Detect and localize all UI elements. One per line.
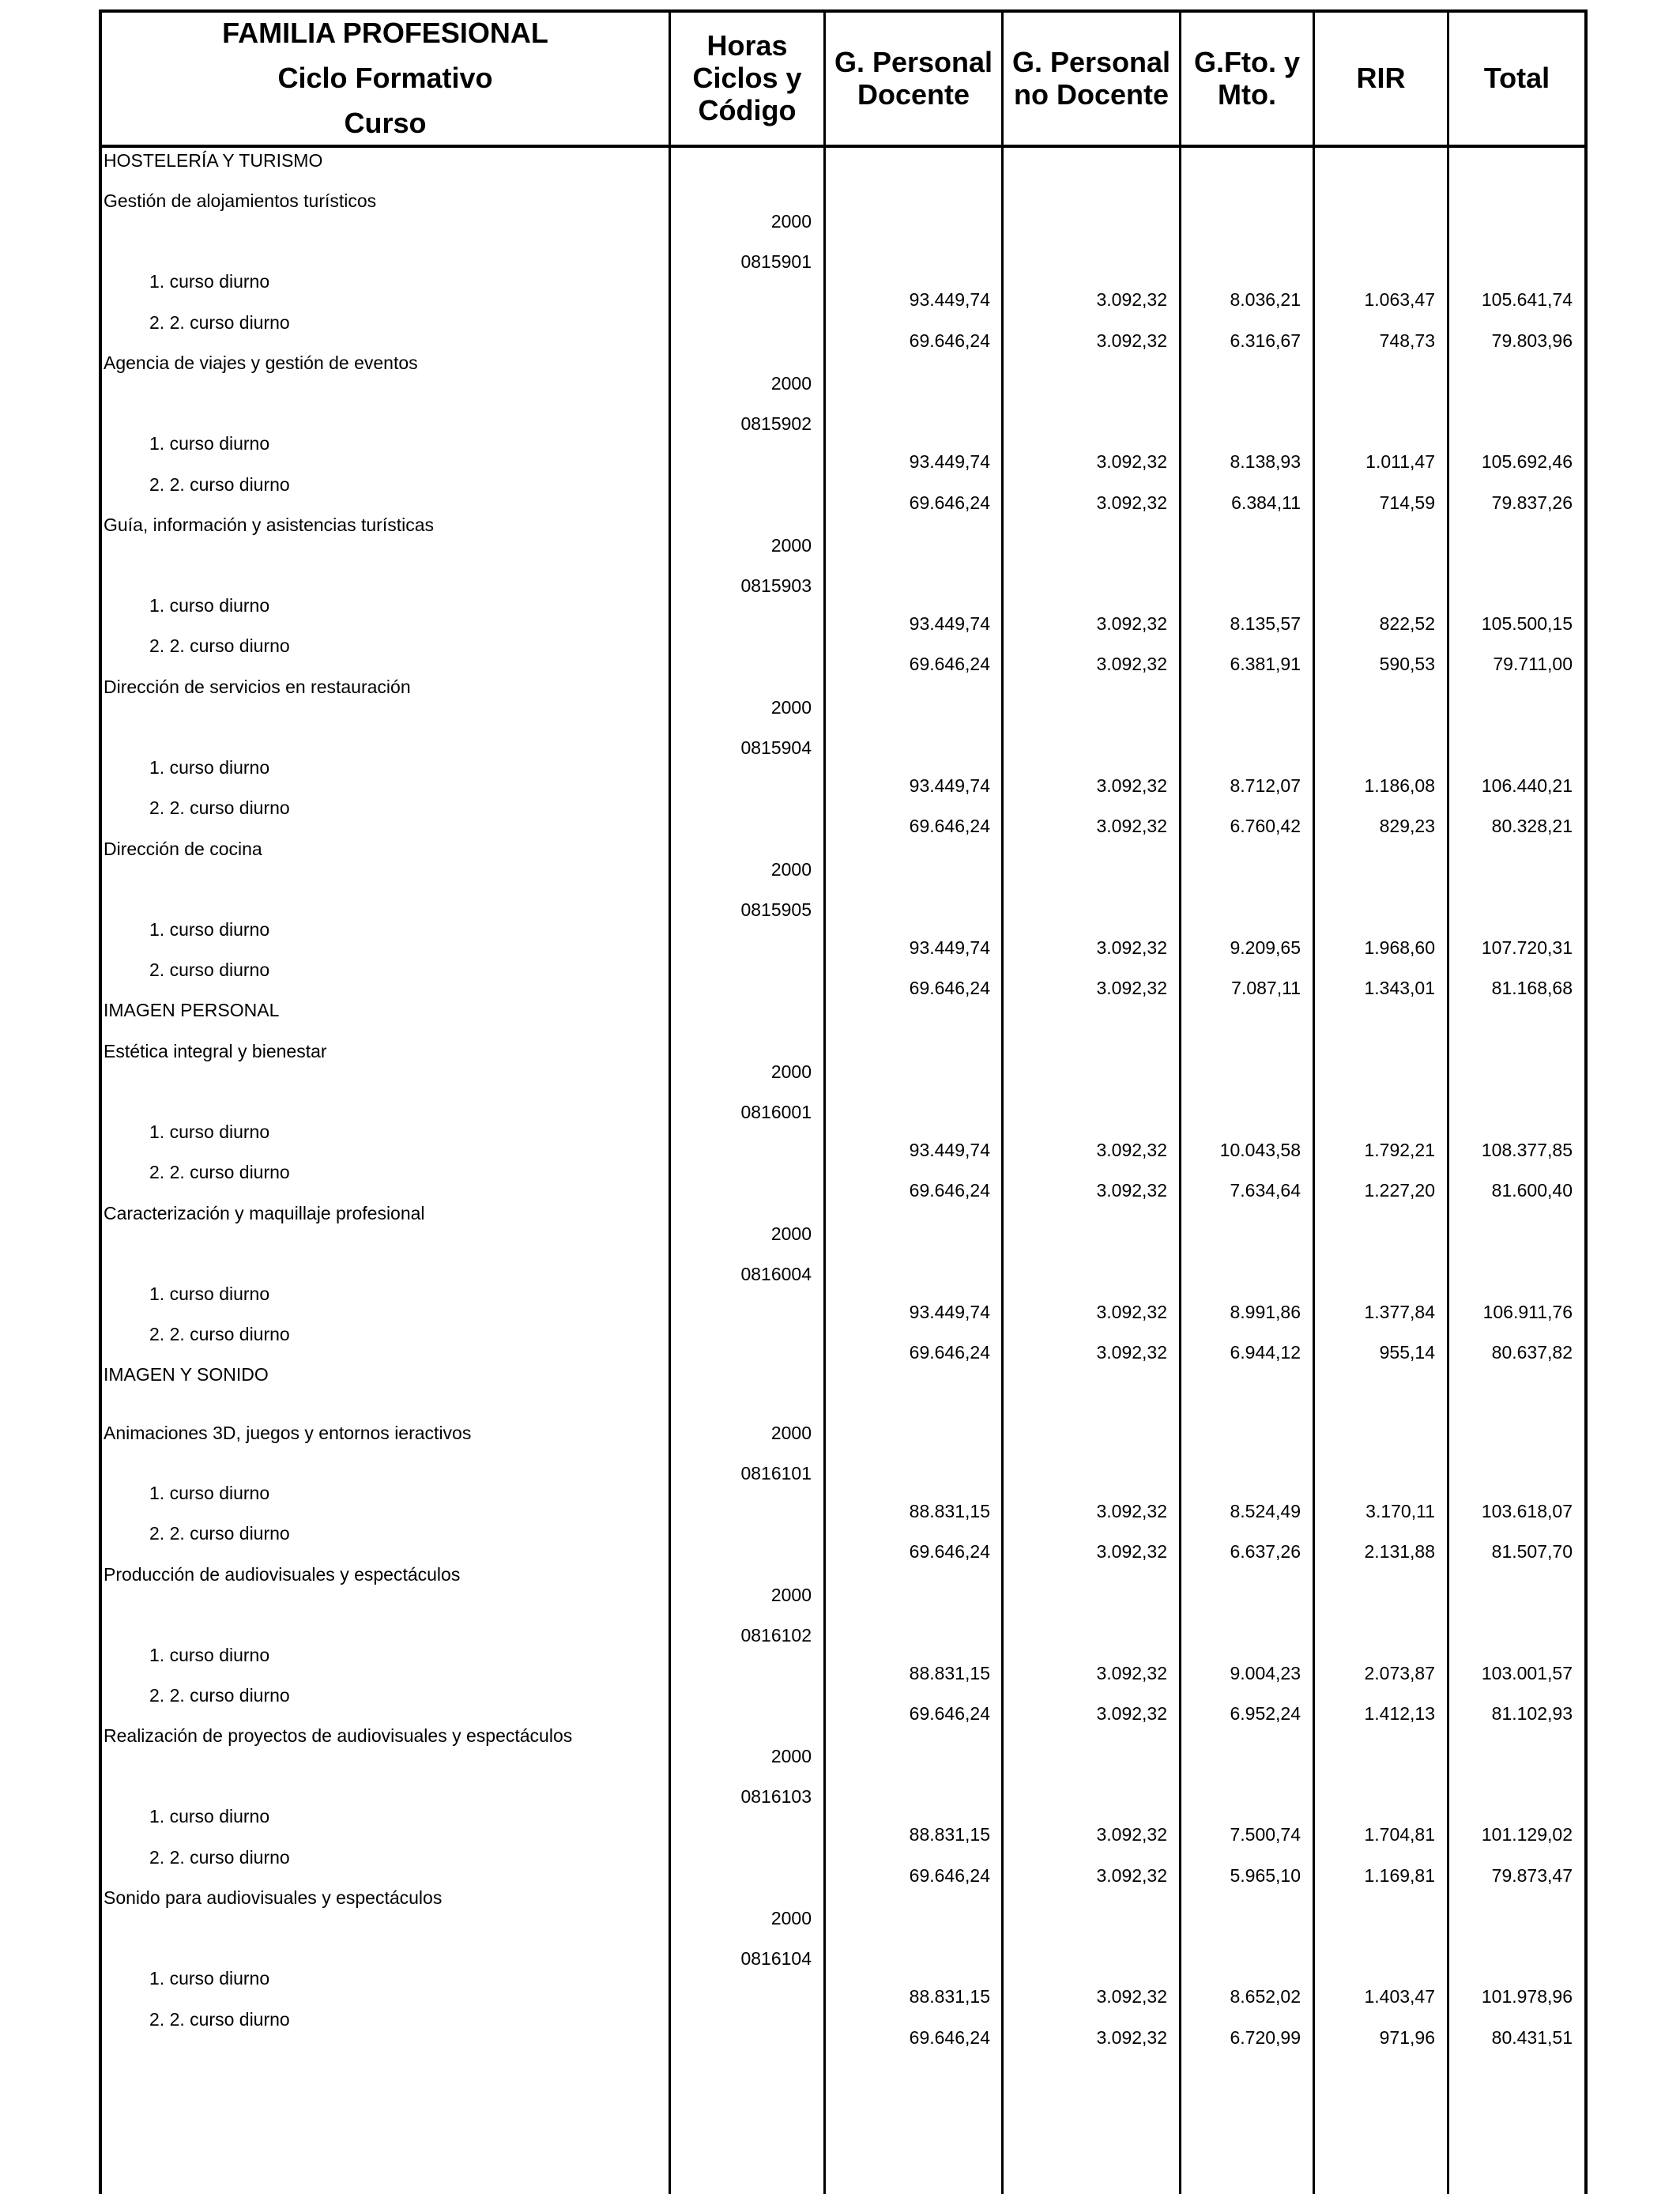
amount-rir: 1.968,60 <box>1364 937 1435 958</box>
amount-docente: 69.646,24 <box>909 330 990 351</box>
course-label: 2. 2. curso diurno <box>149 1324 290 1344</box>
amount-no-docente: 3.092,32 <box>1096 1541 1167 1563</box>
amount-docente: 88.831,15 <box>909 1986 990 2007</box>
amount-gfto: 8.524,49 <box>1230 1500 1301 1521</box>
amount-rir: 971,96 <box>1379 2026 1435 2048</box>
cycle-name: Agencia de viajes y gestión de eventos <box>104 352 418 374</box>
amount-gfto: 9.004,23 <box>1230 1662 1301 1683</box>
amount-gfto: 6.384,11 <box>1231 492 1301 513</box>
course-label: 1. curso diurno <box>149 1968 270 1989</box>
header-gfto-line: Mto. <box>1218 77 1276 111</box>
amount-gfto: 10.043,58 <box>1219 1139 1301 1160</box>
cycle-name: Dirección de servicios en restauración <box>104 676 411 697</box>
header-docente-line: G. Personal <box>834 45 993 78</box>
amount-no-docente: 3.092,32 <box>1096 1301 1167 1322</box>
cycle-hours: 2000 <box>770 1746 812 1767</box>
amount-rir: 1.343,01 <box>1364 978 1435 998</box>
amount-no-docente: 3.092,32 <box>1096 1986 1167 2007</box>
amount-no-docente: 3.092,32 <box>1096 1824 1167 1845</box>
cycle-code: 0816001 <box>740 1101 812 1122</box>
amount-gfto: 8.036,21 <box>1230 289 1301 311</box>
column-divider <box>1001 9 1004 2194</box>
amount-total: 79.803,96 <box>1491 330 1573 351</box>
amount-rir: 1.227,20 <box>1364 1180 1435 1201</box>
header-family-profesional <box>102 13 669 143</box>
amount-no-docente: 3.092,32 <box>1096 937 1167 958</box>
amount-no-docente: 3.092,32 <box>1096 1662 1167 1683</box>
cycle-code: 0815901 <box>740 251 812 273</box>
cycle-hours: 2000 <box>770 1061 812 1082</box>
amount-no-docente: 3.092,32 <box>1096 1139 1167 1160</box>
amount-docente: 69.646,24 <box>909 1180 990 1201</box>
amount-total: 101.129,02 <box>1481 1824 1573 1845</box>
cycle-code: 0815902 <box>740 413 812 435</box>
amount-rir: 1.186,08 <box>1364 775 1435 796</box>
amount-no-docente: 3.092,32 <box>1096 775 1167 796</box>
cycle-hours: 2000 <box>770 1908 812 1929</box>
amount-rir: 1.169,81 <box>1364 1864 1435 1886</box>
amount-no-docente: 3.092,32 <box>1096 451 1167 473</box>
amount-docente: 69.646,24 <box>909 654 990 675</box>
cycle-name: Gestión de alojamientos turísticos <box>104 190 377 212</box>
course-label: 1. curso diurno <box>149 1644 270 1665</box>
amount-gfto: 6.720,99 <box>1230 2026 1301 2048</box>
course-label: 1. curso diurno <box>149 918 270 940</box>
amount-docente: 93.449,74 <box>909 289 990 311</box>
amount-rir: 1.377,84 <box>1364 1301 1435 1322</box>
cycle-name: Producción de audiovisuales y espectáculos <box>104 1563 461 1585</box>
amount-docente: 69.646,24 <box>909 492 990 513</box>
header-horas-line: Ciclos y <box>692 62 802 94</box>
cycle-code: 0816101 <box>740 1462 812 1483</box>
amount-gfto: 8.138,93 <box>1230 451 1301 473</box>
cycle-name: Animaciones 3D, juegos y entornos ieractivos <box>104 1422 472 1443</box>
amount-gfto: 6.381,91 <box>1230 654 1301 675</box>
header-gfto-mto <box>1181 13 1313 143</box>
amount-gfto: 8.991,86 <box>1230 1301 1301 1322</box>
amount-total: 101.978,96 <box>1481 1986 1573 2007</box>
cycle-name: Estética integral y bienestar <box>104 1040 327 1061</box>
family-name: IMAGEN Y SONIDO <box>104 1364 269 1385</box>
cycle-hours: 2000 <box>770 1422 812 1443</box>
header-gfto-line: G.Fto. y <box>1194 45 1300 78</box>
cycle-name: Dirección de cocina <box>104 838 262 859</box>
header-rir <box>1315 13 1447 143</box>
course-label: 2. 2. curso diurno <box>149 1523 290 1544</box>
amount-rir: 3.170,11 <box>1365 1500 1435 1521</box>
amount-rir: 829,23 <box>1379 816 1435 837</box>
amount-no-docente: 3.092,32 <box>1096 816 1167 837</box>
cycle-hours: 2000 <box>770 373 812 394</box>
amount-docente: 88.831,15 <box>909 1662 990 1683</box>
amount-total: 80.328,21 <box>1491 816 1573 837</box>
amount-docente: 93.449,74 <box>909 613 990 634</box>
amount-no-docente: 3.092,32 <box>1096 978 1167 998</box>
course-label: 2. 2. curso diurno <box>149 1162 290 1183</box>
amount-rir: 2.073,87 <box>1364 1662 1435 1683</box>
amount-total: 105.692,46 <box>1481 451 1573 473</box>
cycle-name: Realización de proyectos de audiovisuales y espectáculos <box>104 1725 573 1747</box>
cycle-hours: 2000 <box>770 211 812 232</box>
amount-docente: 69.646,24 <box>909 1342 990 1363</box>
cycle-code: 0816103 <box>740 1786 812 1808</box>
header-no-docente-line: no Docente <box>1013 77 1169 111</box>
amount-docente: 69.646,24 <box>909 2026 990 2048</box>
header-no-docente-line: G. Personal <box>1011 45 1171 78</box>
amount-rir: 1.792,21 <box>1364 1139 1435 1160</box>
amount-docente: 69.646,24 <box>909 1541 990 1563</box>
amount-no-docente: 3.092,32 <box>1096 2026 1167 2048</box>
amount-total: 81.168,68 <box>1491 978 1573 998</box>
header-horas-codigo <box>671 13 823 143</box>
amount-total: 79.873,47 <box>1491 1864 1573 1886</box>
cycle-code: 0816102 <box>740 1624 812 1646</box>
amount-total: 81.507,70 <box>1491 1541 1573 1563</box>
course-label: 2. 2. curso diurno <box>149 311 290 333</box>
amount-total: 107.720,31 <box>1481 937 1573 958</box>
course-label: 1. curso diurno <box>149 1806 270 1827</box>
amount-docente: 93.449,74 <box>909 775 990 796</box>
amount-total: 81.600,40 <box>1491 1180 1573 1201</box>
amount-docente: 69.646,24 <box>909 816 990 837</box>
amount-total: 105.500,15 <box>1481 613 1573 634</box>
amount-no-docente: 3.092,32 <box>1096 654 1167 675</box>
amount-docente: 69.646,24 <box>909 1703 990 1724</box>
course-label: 2. 2. curso diurno <box>149 473 290 495</box>
amount-rir: 1.011,47 <box>1365 451 1435 473</box>
amount-rir: 822,52 <box>1379 613 1435 634</box>
header-family-line: FAMILIA PROFESIONAL <box>222 17 548 49</box>
cycle-name: Sonido para audiovisuales y espectáculos <box>104 1887 443 1909</box>
amount-total: 106.911,76 <box>1482 1301 1573 1322</box>
amount-rir: 748,73 <box>1379 330 1435 351</box>
amount-gfto: 9.209,65 <box>1230 937 1301 958</box>
cycle-hours: 2000 <box>770 1584 812 1605</box>
cycle-code: 0815904 <box>740 737 812 758</box>
amount-gfto: 8.652,02 <box>1230 1986 1301 2007</box>
amount-docente: 88.831,15 <box>909 1824 990 1845</box>
family-name: HOSTELERÍA Y TURISMO <box>104 150 323 171</box>
cycle-name: Caracterización y maquillaje profesional <box>104 1202 425 1223</box>
amount-gfto: 6.316,67 <box>1230 330 1301 351</box>
amount-total: 108.377,85 <box>1481 1139 1573 1160</box>
amount-docente: 93.449,74 <box>909 937 990 958</box>
amount-docente: 93.449,74 <box>909 1301 990 1322</box>
course-label: 2. 2. curso diurno <box>149 2008 290 2030</box>
amount-gfto: 7.087,11 <box>1231 978 1301 998</box>
course-label: 2. 2. curso diurno <box>149 1846 290 1868</box>
header-divider <box>99 145 1588 148</box>
amount-no-docente: 3.092,32 <box>1096 1703 1167 1724</box>
amount-no-docente: 3.092,32 <box>1096 492 1167 513</box>
amount-no-docente: 3.092,32 <box>1096 1864 1167 1886</box>
amount-rir: 955,14 <box>1379 1342 1435 1363</box>
header-total <box>1449 13 1584 143</box>
cycle-code: 0816004 <box>740 1263 812 1284</box>
cycle-code: 0815905 <box>740 899 812 920</box>
cycle-hours: 2000 <box>770 858 812 880</box>
course-label: 2. curso diurno <box>149 959 270 980</box>
course-label: 2. 2. curso diurno <box>149 635 290 657</box>
cycle-hours: 2000 <box>770 696 812 718</box>
amount-docente: 69.646,24 <box>909 1864 990 1886</box>
family-name: IMAGEN PERSONAL <box>104 1000 280 1021</box>
amount-rir: 590,53 <box>1379 654 1435 675</box>
amount-total: 105.641,74 <box>1481 289 1573 311</box>
column-divider <box>823 9 826 2194</box>
course-label: 1. curso diurno <box>149 1283 270 1304</box>
header-horas-line: Horas <box>706 29 788 62</box>
amount-rir: 1.403,47 <box>1364 1986 1435 2007</box>
cycle-hours: 2000 <box>770 535 812 556</box>
header-family-line: Curso <box>344 107 427 139</box>
amount-gfto: 5.965,10 <box>1230 1864 1301 1886</box>
course-label: 1. curso diurno <box>149 756 270 778</box>
course-label: 1. curso diurno <box>149 433 270 454</box>
amount-rir: 2.131,88 <box>1364 1541 1435 1563</box>
amount-docente: 69.646,24 <box>909 978 990 998</box>
amount-gfto: 7.500,74 <box>1230 1824 1301 1845</box>
amount-no-docente: 3.092,32 <box>1096 1500 1167 1521</box>
amount-total: 81.102,93 <box>1491 1703 1573 1724</box>
amount-total: 80.431,51 <box>1491 2026 1573 2048</box>
cycle-hours: 2000 <box>770 1223 812 1244</box>
amount-gfto: 8.135,57 <box>1230 613 1301 634</box>
course-label: 1. curso diurno <box>149 595 270 616</box>
course-label: 1. curso diurno <box>149 1121 270 1142</box>
header-personal-no-docente <box>1004 13 1179 143</box>
amount-total: 79.711,00 <box>1493 654 1573 675</box>
course-label: 1. curso diurno <box>149 271 270 292</box>
header-docente-line: Docente <box>857 77 970 111</box>
course-label: 2. 2. curso diurno <box>149 797 290 819</box>
amount-total: 103.001,57 <box>1481 1662 1573 1683</box>
amount-rir: 714,59 <box>1379 492 1435 513</box>
amount-docente: 93.449,74 <box>909 1139 990 1160</box>
amount-gfto: 6.637,26 <box>1230 1541 1301 1563</box>
header-family-line: Ciclo Formativo <box>277 62 493 94</box>
amount-no-docente: 3.092,32 <box>1096 1180 1167 1201</box>
amount-gfto: 8.712,07 <box>1230 775 1301 796</box>
amount-rir: 1.704,81 <box>1364 1824 1435 1845</box>
header-personal-docente <box>826 13 1001 143</box>
amount-rir: 1.412,13 <box>1364 1703 1435 1724</box>
amount-gfto: 7.634,64 <box>1230 1180 1301 1201</box>
amount-total: 80.637,82 <box>1491 1342 1573 1363</box>
amount-total: 103.618,07 <box>1481 1500 1573 1521</box>
header-rir-label: RIR <box>1356 62 1406 94</box>
amount-gfto: 6.760,42 <box>1230 816 1301 837</box>
course-label: 1. curso diurno <box>149 1482 270 1503</box>
amount-no-docente: 3.092,32 <box>1096 330 1167 351</box>
header-horas-line: Código <box>698 94 797 126</box>
amount-gfto: 6.944,12 <box>1230 1342 1301 1363</box>
amount-no-docente: 3.092,32 <box>1096 289 1167 311</box>
column-divider <box>669 9 671 2194</box>
amount-docente: 93.449,74 <box>909 451 990 473</box>
cycle-name: Guía, información y asistencias turísticas <box>104 515 434 535</box>
amount-gfto: 6.952,24 <box>1230 1703 1301 1724</box>
amount-no-docente: 3.092,32 <box>1096 1342 1167 1363</box>
amount-total: 79.837,26 <box>1491 492 1573 513</box>
header-total-label: Total <box>1483 62 1550 94</box>
course-label: 2. 2. curso diurno <box>149 1685 290 1706</box>
amount-rir: 1.063,47 <box>1364 289 1435 311</box>
amount-no-docente: 3.092,32 <box>1096 613 1167 634</box>
cycle-code: 0816104 <box>740 1948 812 1970</box>
cycle-code: 0815903 <box>740 575 812 596</box>
amount-total: 106.440,21 <box>1481 775 1573 796</box>
amount-docente: 88.831,15 <box>909 1500 990 1521</box>
